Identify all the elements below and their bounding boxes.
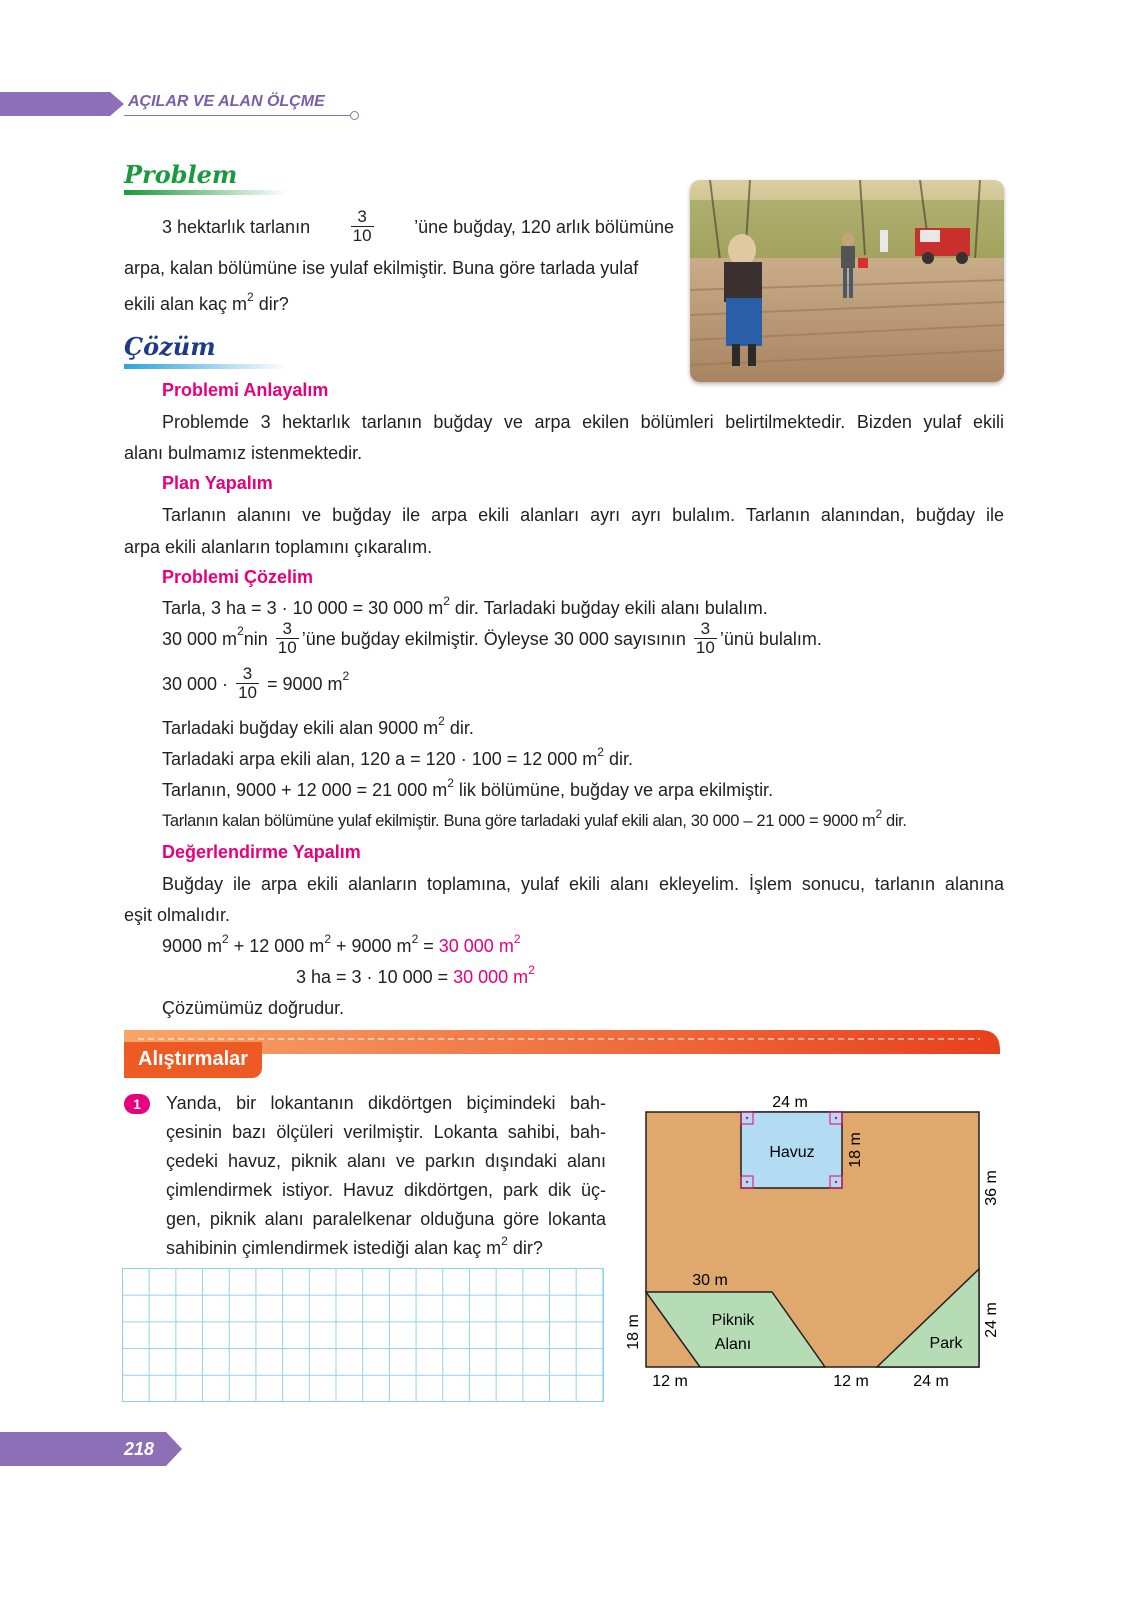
question-1-line: gen, piknik alanı paralelkenar olduğuna göre lokanta	[166, 1209, 606, 1229]
question-1-line: çedeki havuz, piknik alanı ve parkın dışındaki alanı	[166, 1151, 606, 1171]
farm-photo	[690, 180, 1004, 382]
answer-grid[interactable]	[122, 1268, 604, 1402]
question-1-line-last: sahibinin çimlendirmek istediği alan kaç $m^2$ dir?	[166, 1234, 543, 1258]
solve-line-5: Tarladaki arpa ekili alan, 120 a = 120 · 100 = 12 000 $m^2$ dir.	[162, 745, 633, 769]
evaluate-line-1: Buğday ile arpa ekili alanların toplamına, yulaf ekili alanı ekleyelim. İşlem sonucu, tarlanın alanına	[162, 874, 1004, 894]
chapter-title: AÇILAR VE ALAN ÖLÇME	[128, 93, 325, 110]
header-underline-dot	[350, 111, 359, 120]
section-plan-line-2: arpa ekili alanların toplamını çıkaralım.	[124, 537, 433, 557]
section-understand-line-1: Problemde 3 hektarlık tarlanın buğday ve arpa ekilen bölümleri belirtilmektedir. Bizden yulaf ekili	[162, 412, 1004, 432]
garden-diagram	[616, 1088, 1006, 1398]
evaluate-equation-1: 9000 $m^2 + 12$ 000 $m^2 + 9000$ $m^2 = 30$ 000 $m^2$	[162, 932, 521, 956]
solve-line-1: Tarla, 3 ha = 3 · 10 000 = 30 000 $m^2$ dir. Tarladaki buğday ekili alanı bulalım.	[162, 594, 768, 618]
solve-line-6: Tarlanın, 9000 + 12 000 = 21 000 $m^2$ lik bölümüne, buğday ve arpa ekilmiştir.	[162, 776, 774, 800]
label-pool-height: 18 m	[847, 1132, 864, 1168]
label-bottom-mid: 12 m	[833, 1373, 869, 1390]
solve-line-3: 30 000 · $\frac{3}{10}$ = 9000 m $^2$	[162, 664, 350, 702]
label-bottom-left: 12 m	[652, 1373, 688, 1390]
question-1-number: 1	[133, 1096, 141, 1112]
label-pool: Havuz	[769, 1144, 815, 1161]
section-plan-line-1: Tarlanın alanını ve buğday ile arpa ekili alanları ayrı ayrı bulalım. Tarlanın alanından, buğday ile	[162, 505, 1004, 525]
question-1-text	[166, 1092, 606, 1266]
section-understand-title: Problemi Anlayalım	[162, 380, 329, 400]
page-number-tab	[0, 1432, 182, 1466]
label-bottom-right: 24 m	[913, 1373, 949, 1390]
problem-line-3: ekili alan kaç $m^2$ dir?	[124, 290, 289, 314]
exercises-title: Alıştırmalar	[138, 1048, 249, 1070]
question-1-line: Yanda, bir lokantanın dikdörtgen biçimindeki bah-	[166, 1093, 606, 1113]
page-number: 218	[124, 1439, 155, 1459]
problem-line-1	[162, 208, 674, 245]
question-1-badge	[124, 1094, 150, 1114]
question-1-line: çimlendirmek istiyor. Havuz dikdörtgen, park dik üç-	[166, 1180, 606, 1200]
label-park: Park	[929, 1335, 963, 1352]
question-1-line: çesinin bazı ölçüleri verilmiştir. Lokanta sahibi, bah-	[166, 1122, 606, 1142]
solve-line-4: Tarladaki buğday ekili alan 9000 $m^2$ dir.	[162, 714, 474, 738]
label-picnic-top: 30 m	[692, 1272, 728, 1289]
section-evaluate-title: Değerlendirme Yapalım	[162, 842, 361, 862]
header-underline	[124, 115, 352, 116]
solve-line-2: 30 000 m $^2$ nin $\frac{3}{10}$ ’üne buğday ekilmiştir. Öyleyse 30 000 sayısının $\frac{3}{10}$ ’ünü bulalım.	[162, 619, 822, 657]
label-park-height: 24 m	[983, 1302, 1000, 1338]
garden-diagram-svg	[616, 1088, 1006, 1398]
label-right-height: 36 m	[983, 1170, 1000, 1206]
problem-heading: Problem	[124, 160, 238, 189]
solution-heading: Çözüm	[124, 332, 216, 361]
label-picnic-height: 18 m	[625, 1314, 642, 1350]
chapter-header-bar	[0, 92, 124, 116]
solve-fraction-3: $\frac{3}{10}$	[238, 664, 257, 702]
problem-heading-underline	[124, 190, 288, 195]
section-plan-title: Plan Yapalım	[162, 473, 273, 493]
solution-heading-underline	[124, 364, 288, 369]
solve-fraction-1: $\frac{3}{10}$	[277, 619, 297, 657]
solve-line-7: Tarlanın kalan bölümüne yulaf ekilmiştir. Buna göre tarladaki yulaf ekili alan, 30 000 – 21 000 = 9000 $m^2$ dir.	[162, 806, 907, 830]
header-arrow-shape	[0, 92, 124, 116]
problem-line-2: arpa, kalan bölümüne ise yulaf ekilmiştir. Buna göre tarlada yulaf	[124, 258, 639, 278]
problem-line1-a: 3 hektarlık tarlanın	[162, 216, 311, 237]
section-solve-title: Problemi Çözelim	[162, 567, 314, 587]
page-number-arrow-shape	[0, 1432, 182, 1466]
label-picnic-1: Piknik	[711, 1312, 755, 1329]
label-top-width: 24 m	[772, 1094, 808, 1111]
problem-fraction: $\frac{3}{10}$	[352, 207, 372, 245]
label-picnic-2: Alanı	[714, 1336, 752, 1353]
section-understand-line-2: alanı bulmamız istenmektedir.	[124, 443, 363, 463]
evaluate-line-2: eşit olmalıdır.	[124, 905, 231, 925]
problem-line1-b: ’üne buğday, 120 arlık bölümüne	[414, 216, 674, 237]
evaluate-equation-2: 3 ha = 3 · 10 000 = 30 000 $m^2$	[296, 963, 535, 987]
evaluate-conclusion: Çözümümüz doğrudur.	[162, 998, 345, 1018]
solve-fraction-2: $\frac{3}{10}$	[695, 619, 715, 657]
